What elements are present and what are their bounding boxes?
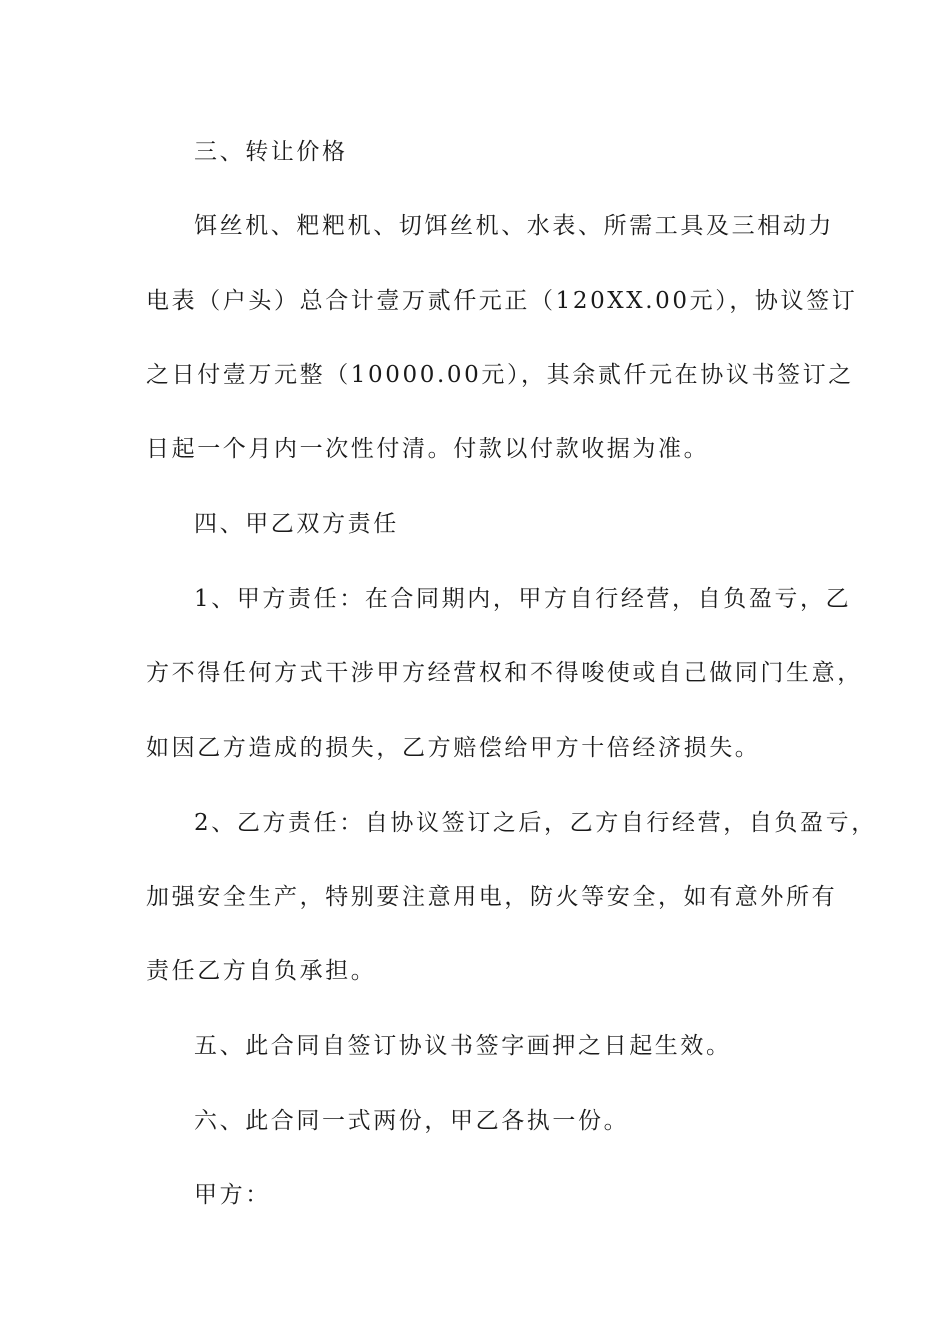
section-heading-responsibilities: 四、甲乙双方责任 [194, 511, 399, 537]
section-heading-price: 三、转让价格 [194, 139, 348, 165]
paragraph-line: 之日付壹万元整（10000.00元），其余贰仟元在协议书签订之 [146, 362, 854, 388]
paragraph-line: 1、甲方责任：在合同期内，甲方自行经营，自负盈亏，乙 [194, 586, 852, 612]
party-a-signature-label: 甲方： [194, 1182, 271, 1208]
paragraph-line: 加强安全生产，特别要注意用电，防火等安全，如有意外所有 [146, 884, 838, 910]
section-heading-effective: 五、此合同自签订协议书签字画押之日起生效。 [194, 1033, 732, 1059]
paragraph-line: 电表（户头）总合计壹万贰仟元正（120XX.00元），协议签订 [146, 288, 858, 314]
paragraph-line: 2、乙方责任：自协议签订之后，乙方自行经营，自负盈亏， [194, 810, 877, 836]
paragraph-line: 方不得任何方式干涉甲方经营权和不得唆使或自己做同门生意， [146, 660, 863, 686]
paragraph-line: 饵丝机、粑粑机、切饵丝机、水表、所需工具及三相动力 [194, 213, 834, 239]
paragraph-line: 责任乙方自负承担。 [146, 958, 377, 984]
paragraph-line: 如因乙方造成的损失，乙方赔偿给甲方十倍经济损失。 [146, 735, 761, 761]
paragraph-line: 日起一个月内一次性付清。付款以付款收据为准。 [146, 436, 710, 462]
section-heading-copies: 六、此合同一式两份，甲乙各执一份。 [194, 1108, 630, 1134]
